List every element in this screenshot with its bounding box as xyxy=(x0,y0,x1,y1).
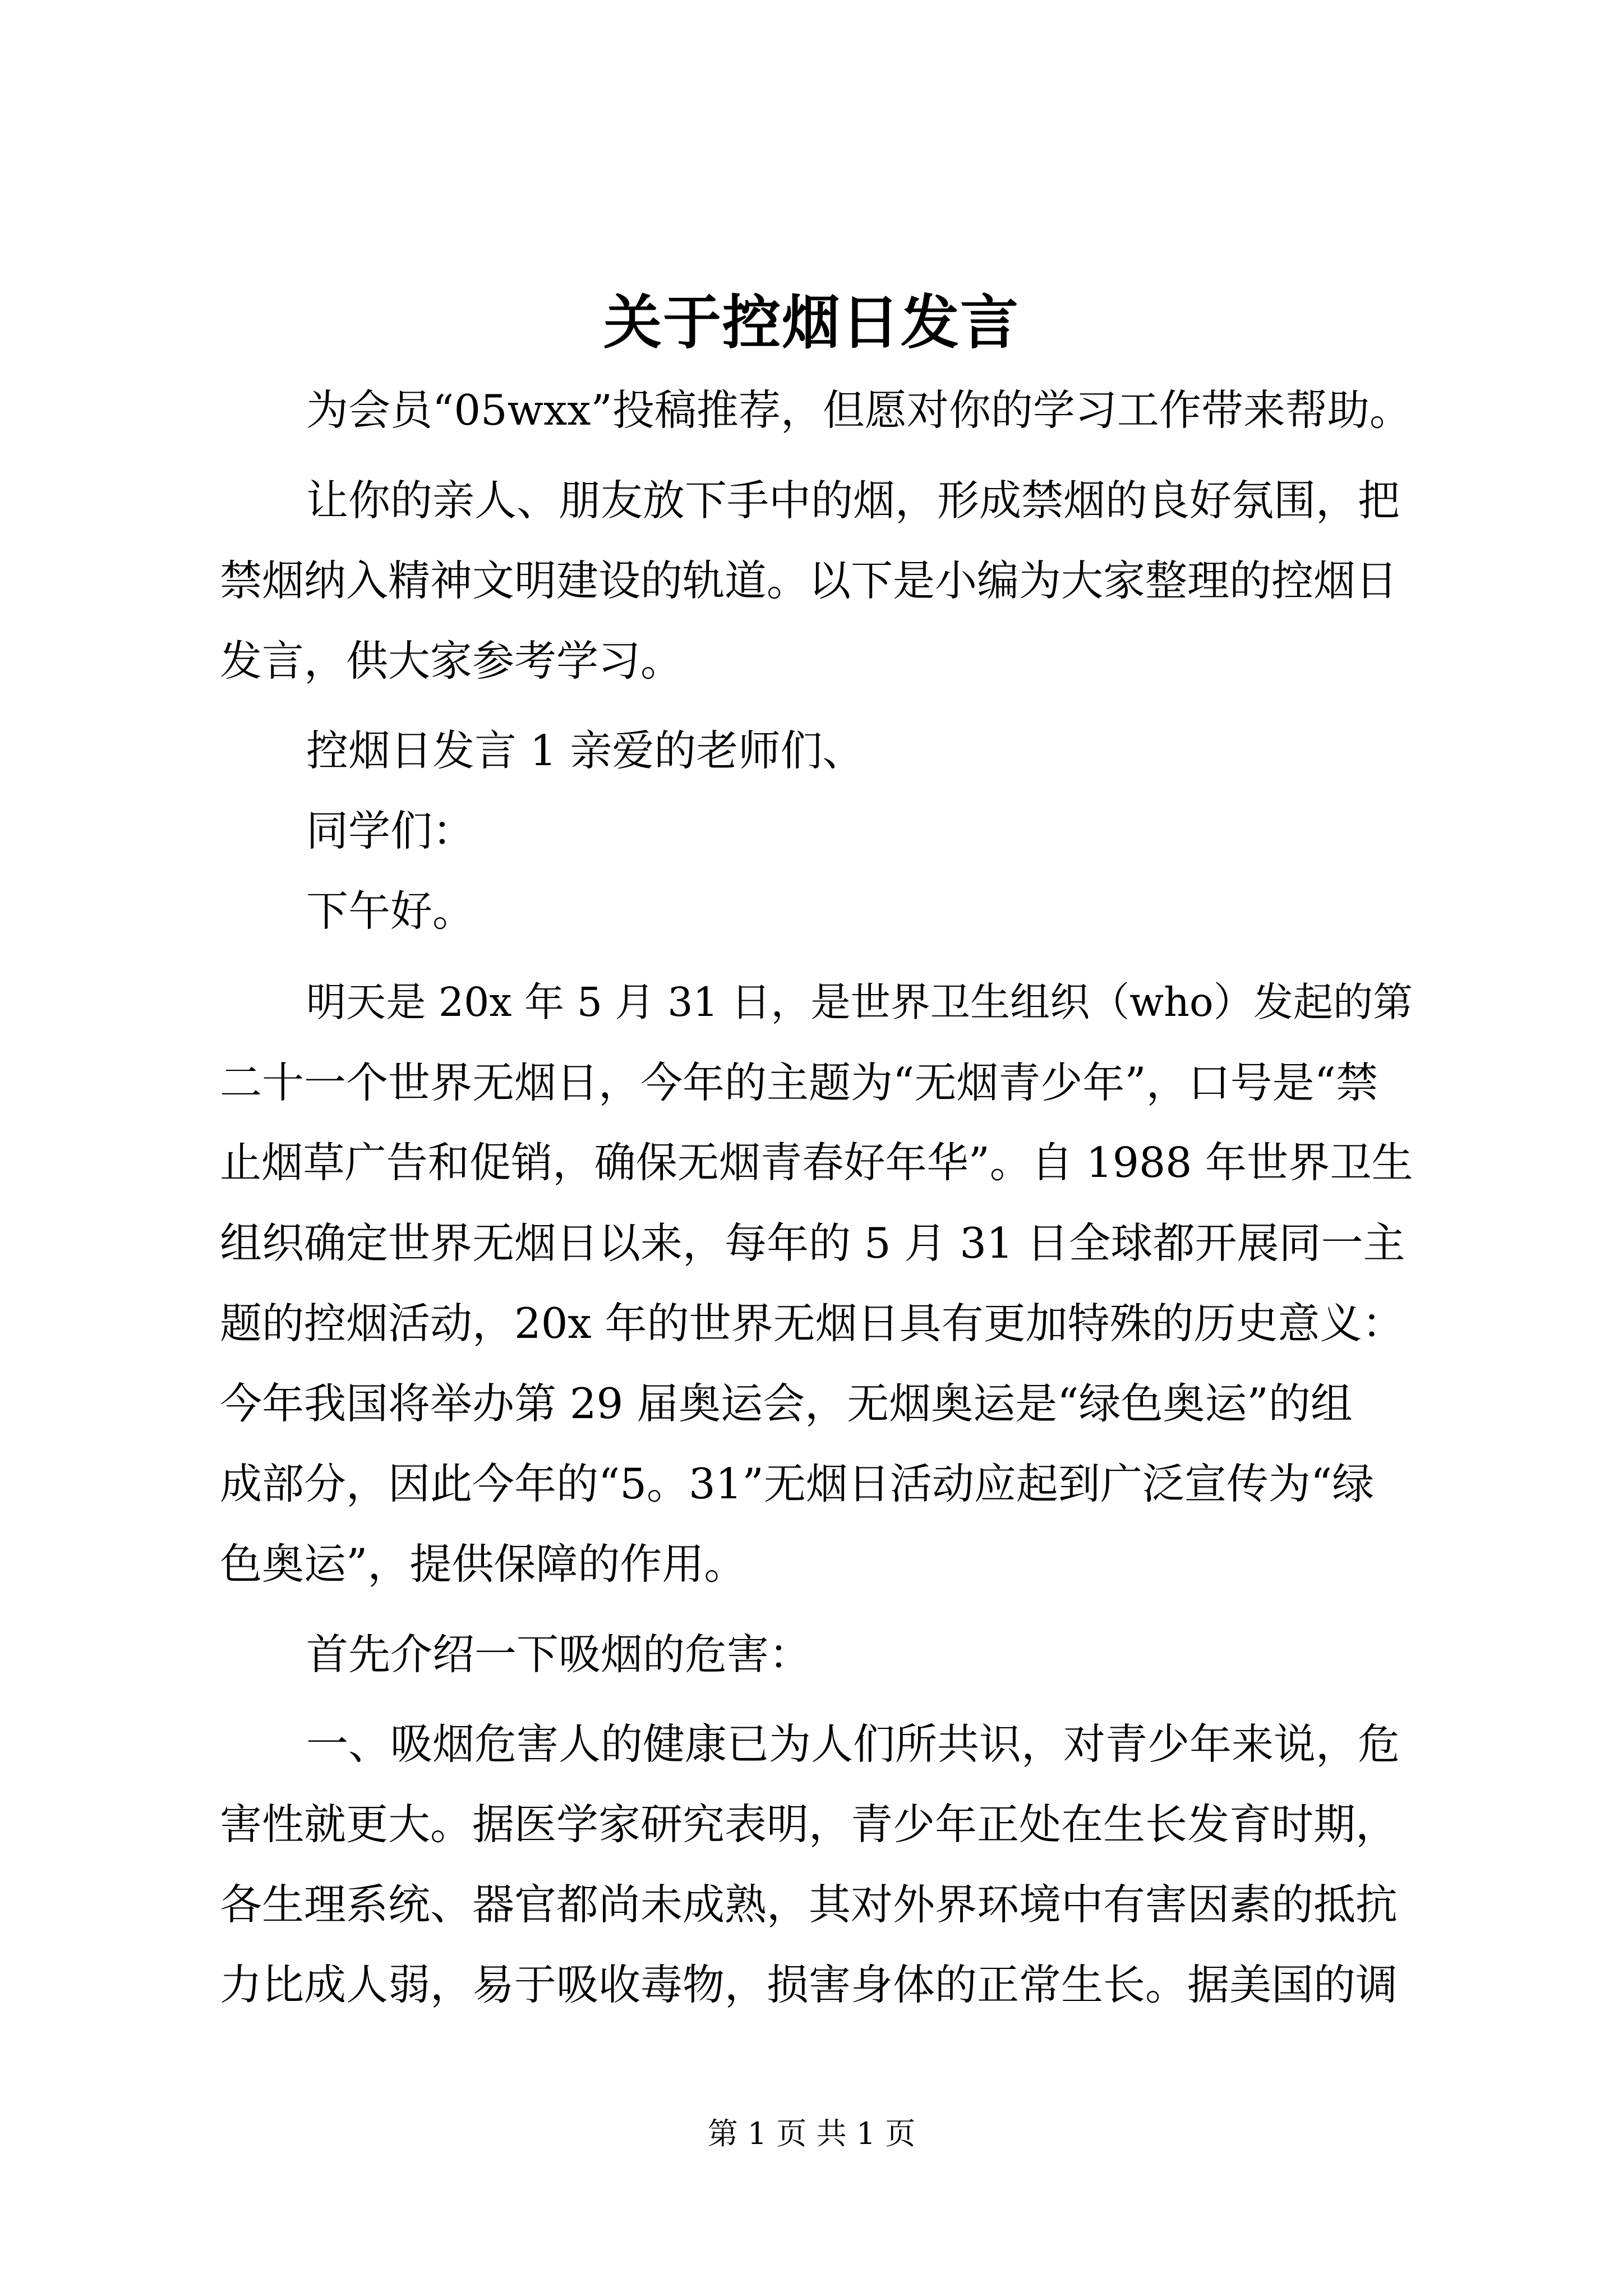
paragraph-line: 明天是 20x 年 5 月 31 日，是世界卫生组织（who）发起的第 xyxy=(306,979,1413,1025)
paragraph-line: 二十一个世界无烟日，今年的主题为“无烟青少年”，口号是“禁 xyxy=(220,1058,1378,1107)
paragraph-line: 同学们： xyxy=(306,806,475,855)
paragraph-line: 首先介绍一下吸烟的危害： xyxy=(306,1630,811,1679)
paragraph-line: 组织确定世界无烟日以来，每年的 5 月 31 日全球都开展同一主 xyxy=(220,1218,1405,1268)
paragraph-line: 成部分，因此今年的“5。31”无烟日活动应起到广泛宣传为“绿 xyxy=(220,1459,1375,1508)
paragraph-line: 今年我国将举办第 29 届奥运会，无烟奥运是“绿色奥运”的组 xyxy=(220,1379,1353,1428)
paragraph-line: 下午好。 xyxy=(306,886,475,936)
document-title: 关于控烟日发言 xyxy=(603,288,1020,357)
paragraph-line: 各生理系统、器官都尚未成熟，其对外界环境中有害因素的抵抗 xyxy=(220,1880,1398,1929)
paragraph-line: 止烟草广告和促销，确保无烟青春好年华”。自 1988 年世界卫生 xyxy=(220,1139,1413,1187)
paragraph-line: 色奥运”，提供保障的作用。 xyxy=(220,1539,746,1589)
paragraph-line: 力比成人弱，易于吸收毒物，损害身体的正常生长。据美国的调 xyxy=(220,1960,1398,2009)
paragraph-line: 害性就更大。据医学家研究表明，青少年正处在生长发育时期， xyxy=(220,1800,1398,1849)
page-footer: 第 1 页 共 1 页 xyxy=(707,2116,916,2151)
paragraph-line: 禁烟纳入精神文明建设的轨道。以下是小编为大家整理的控烟日 xyxy=(220,556,1398,605)
paragraph-line: 题的控烟活动，20x 年的世界无烟日具有更加特殊的历史意义： xyxy=(220,1299,1404,1348)
paragraph-line: 发言，供大家参考学习。 xyxy=(220,636,683,685)
paragraph-line: 一、吸烟危害人的健康已为人们所共识，对青少年来说，危 xyxy=(306,1719,1400,1769)
paragraph-line: 为会员“05wxx”投稿推荐，但愿对你的学习工作带来帮助。 xyxy=(306,385,1412,435)
paragraph-line: 控烟日发言 1 亲爱的老师们、 xyxy=(306,726,865,775)
paragraph-line: 让你的亲人、朋友放下手中的烟，形成禁烟的良好氛围，把 xyxy=(306,476,1400,525)
